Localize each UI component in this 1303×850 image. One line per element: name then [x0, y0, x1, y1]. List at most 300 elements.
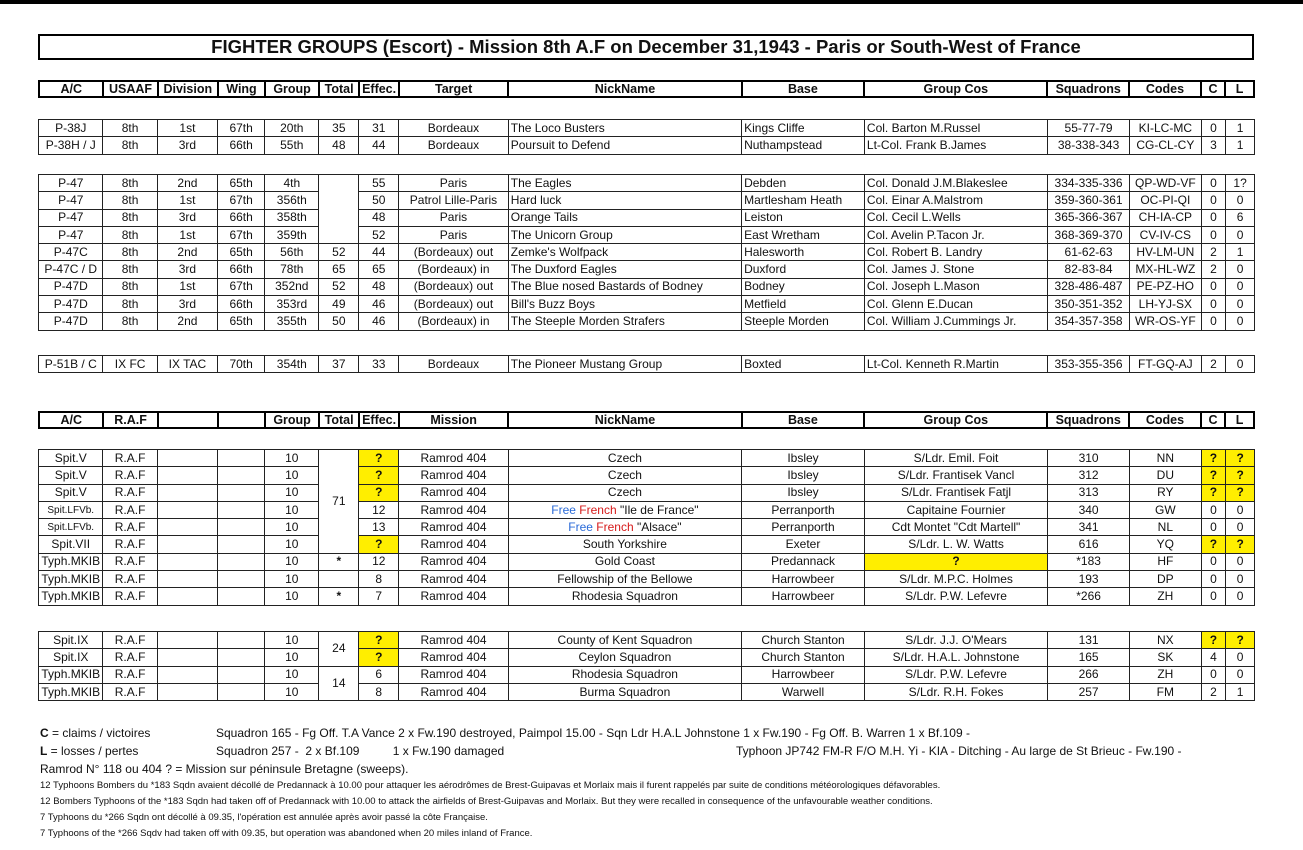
cell-effective: ?	[359, 649, 399, 666]
cell-group-co: Lt-Col. Kenneth R.Martin	[864, 356, 1047, 373]
cell-claims: 0	[1201, 553, 1226, 570]
cell-division	[157, 553, 217, 570]
cell-losses: 1	[1226, 244, 1255, 261]
cell-group: 20th	[265, 120, 319, 137]
table-row	[39, 244, 1255, 261]
cell-division: 2nd	[157, 175, 217, 192]
table-row	[39, 536, 1255, 553]
header-target: Mission	[399, 412, 508, 428]
cell-squadrons: 82-83-84	[1048, 261, 1130, 278]
cell-total: *	[319, 553, 359, 570]
cell-group: 10	[265, 450, 319, 467]
cell-aircraft: P-51B / C	[39, 356, 103, 373]
cell-group-co: Col. Robert B. Landry	[864, 244, 1047, 261]
cell-squadrons: 61-62-63	[1048, 244, 1130, 261]
cell-squadrons: 341	[1048, 519, 1130, 536]
cell-usaaf: 8th	[103, 175, 157, 192]
cell-base: Halesworth	[742, 244, 865, 261]
cell-aircraft: Spit.IX	[39, 632, 103, 649]
cell-group-co: S/Ldr. Frantisek Fatjl	[864, 484, 1047, 501]
cell-codes: NN	[1130, 450, 1202, 467]
header-squadrons: Squadrons	[1047, 412, 1129, 428]
cell-squadrons: 257	[1048, 683, 1130, 700]
cell-claims: 0	[1201, 588, 1226, 605]
header-wing: Wing	[218, 81, 265, 97]
cell-aircraft: Spit.V	[39, 484, 103, 501]
cell-group-co: S/Ldr. L. W. Watts	[864, 536, 1047, 553]
cell-losses: 6	[1226, 209, 1255, 226]
cell-division	[157, 571, 217, 588]
cell-base: Boxted	[742, 356, 865, 373]
cell-aircraft: P-47	[39, 226, 103, 243]
cell-claims: ?	[1201, 536, 1226, 553]
cell-total: *	[319, 588, 359, 605]
cell-group: 10	[265, 632, 319, 649]
header-claims: C	[1201, 81, 1226, 97]
cell-group-co: Col. Cecil L.Wells	[864, 209, 1047, 226]
header-claims: C	[1201, 412, 1226, 428]
cell-group-co: S/Ldr. M.P.C. Holmes	[864, 571, 1047, 588]
cell-usaaf: R.A.F	[103, 536, 157, 553]
cell-group-co: Col. Barton M.Russel	[864, 120, 1047, 137]
cell-division	[157, 519, 217, 536]
cell-codes: FM	[1130, 683, 1202, 700]
header-nickname: NickName	[508, 81, 741, 97]
cell-base: Predannack	[742, 553, 865, 570]
cell-target: Paris	[399, 209, 509, 226]
cell-squadrons: 368-369-370	[1048, 226, 1130, 243]
cell-group: 358th	[265, 209, 319, 226]
cell-base: Ibsley	[742, 484, 865, 501]
cell-group-co: Cdt Montet "Cdt Martell"	[864, 519, 1047, 536]
header-squadrons: Squadrons	[1047, 81, 1129, 97]
table-row	[39, 278, 1255, 295]
cell-claims: ?	[1201, 632, 1226, 649]
cell-group-co: ?	[864, 553, 1047, 570]
note-line-1	[40, 724, 1290, 742]
header-group-co: Group Cos	[864, 412, 1047, 428]
cell-target: Ramrod 404	[399, 519, 509, 536]
page-title: FIGHTER GROUPS (Escort) - Mission 8th A.F on December 31,1943 - Paris or South-West of France	[38, 34, 1254, 60]
cell-codes: RY	[1130, 484, 1202, 501]
cell-division	[157, 666, 217, 683]
cell-squadrons: 353-355-356	[1048, 356, 1130, 373]
note-line-2	[40, 742, 1290, 760]
cell-division	[157, 501, 217, 518]
header-aircraft: A/C	[39, 412, 103, 428]
cell-target: (Bordeaux) in	[399, 261, 509, 278]
free-label: Free	[551, 502, 576, 517]
cell-group-co: Col. Donald J.M.Blakeslee	[864, 175, 1047, 192]
cell-group: 4th	[265, 175, 319, 192]
cell-aircraft: Typh.MKIB	[39, 683, 103, 700]
header-losses: L	[1225, 81, 1254, 97]
header-codes: Codes	[1129, 81, 1201, 97]
cell-squadrons: 193	[1048, 571, 1130, 588]
cell-wing	[218, 536, 265, 553]
cell-effective: ?	[359, 632, 399, 649]
cell-usaaf: 8th	[103, 209, 157, 226]
cell-losses: ?	[1226, 450, 1255, 467]
cell-division	[157, 683, 217, 700]
cell-wing: 65th	[218, 175, 265, 192]
cell-codes: OC-PI-QI	[1130, 192, 1202, 209]
cell-base: Steeple Morden	[742, 313, 865, 330]
cell-codes: PE-PZ-HO	[1130, 278, 1202, 295]
header-aircraft: A/C	[39, 81, 103, 97]
cell-group: 10	[265, 467, 319, 484]
cell-losses: ?	[1226, 467, 1255, 484]
cell-losses: ?	[1226, 536, 1255, 553]
cell-squadrons: 365-366-367	[1048, 209, 1130, 226]
cell-base: Ibsley	[742, 467, 865, 484]
cell-group-co: S/Ldr. P.W. Lefevre	[864, 588, 1047, 605]
cell-codes: HF	[1130, 553, 1202, 570]
table-row	[39, 192, 1255, 209]
cell-usaaf: 8th	[103, 226, 157, 243]
raf-block-10-group	[38, 449, 1255, 606]
cell-effective: 13	[359, 519, 399, 536]
note-typhoon: Typhoon JP742 FM-R F/O M.H. Yi - KIA - Ditching - Au large de St Brieuc - Fw.190 -	[736, 744, 1182, 758]
cell-base: Harrowbeer	[742, 588, 865, 605]
cell-aircraft: Spit.LFVb.	[39, 501, 103, 518]
cell-group: 10	[265, 588, 319, 605]
cell-wing	[218, 683, 265, 700]
cell-aircraft: Spit.IX	[39, 649, 103, 666]
cell-division: 1st	[157, 192, 217, 209]
cell-target: Ramrod 404	[399, 571, 509, 588]
cell-target: Ramrod 404	[399, 467, 509, 484]
cell-base: East Wretham	[742, 226, 865, 243]
cell-nickname: South Yorkshire	[508, 536, 741, 553]
cell-target: Bordeaux	[399, 356, 509, 373]
header-total: Total	[319, 81, 359, 97]
cell-base: Perranporth	[742, 519, 865, 536]
cell-nickname: The Duxford Eagles	[508, 261, 741, 278]
cell-group-co: Col. Glenn E.Ducan	[864, 296, 1047, 313]
cell-division: 3rd	[157, 296, 217, 313]
cell-claims: 0	[1201, 501, 1226, 518]
header-wing	[218, 412, 265, 428]
cell-losses: 1	[1226, 683, 1255, 700]
cell-target: Ramrod 404	[399, 588, 509, 605]
cell-usaaf: IX FC	[103, 356, 157, 373]
free-label: Free	[568, 519, 593, 534]
squadron-name: "Alsace"	[637, 519, 682, 534]
cell-codes: LH-YJ-SX	[1130, 296, 1202, 313]
cell-usaaf: 8th	[103, 244, 157, 261]
cell-group: 10	[265, 666, 319, 683]
cell-losses: 0	[1226, 261, 1255, 278]
cell-claims: 0	[1201, 209, 1226, 226]
note-sqn257: Squadron 257 - 2 x Bf.109 1 x Fw.190 damaged	[216, 744, 505, 758]
cell-division: 2nd	[157, 244, 217, 261]
cell-aircraft: P-47C / D	[39, 261, 103, 278]
cell-squadrons: 328-486-487	[1048, 278, 1130, 295]
cell-claims: 0	[1201, 120, 1226, 137]
cell-wing	[218, 501, 265, 518]
cell-effective: 46	[359, 313, 399, 330]
cell-nickname: Ceylon Squadron	[508, 649, 741, 666]
table-row	[39, 120, 1255, 137]
cell-usaaf: R.A.F	[103, 450, 157, 467]
cell-losses: 0	[1226, 571, 1255, 588]
usaaf-block-p47	[38, 174, 1255, 331]
cell-group-co: Lt-Col. Frank B.James	[864, 137, 1047, 154]
cell-aircraft: P-47D	[39, 296, 103, 313]
cell-nickname: The Steeple Morden Strafers	[508, 313, 741, 330]
cell-group: 10	[265, 484, 319, 501]
cell-wing: 65th	[218, 313, 265, 330]
header-group: Group	[265, 81, 319, 97]
cell-losses: 0	[1226, 501, 1255, 518]
cell-losses: 0	[1226, 356, 1255, 373]
cell-nickname: Burma Squadron	[508, 683, 741, 700]
cell-total	[319, 175, 359, 244]
cell-division	[157, 588, 217, 605]
cell-usaaf: R.A.F	[103, 484, 157, 501]
cell-squadrons: 359-360-361	[1048, 192, 1130, 209]
cell-codes: MX-HL-WZ	[1130, 261, 1202, 278]
cell-group: 10	[265, 501, 319, 518]
header-usaaf: R.A.F	[103, 412, 157, 428]
cell-division: 3rd	[157, 137, 217, 154]
cell-codes: DU	[1130, 467, 1202, 484]
cell-nickname: Zemke's Wolfpack	[508, 244, 741, 261]
cell-base: Bodney	[742, 278, 865, 295]
cell-codes: KI-LC-MC	[1130, 120, 1202, 137]
cell-effective: 12	[359, 501, 399, 518]
cell-division: 3rd	[157, 261, 217, 278]
cell-codes: CH-IA-CP	[1130, 209, 1202, 226]
l-legend: = losses / pertes	[47, 744, 139, 758]
cell-claims: 4	[1201, 649, 1226, 666]
cell-losses: 0	[1226, 588, 1255, 605]
cell-codes: FT-GQ-AJ	[1130, 356, 1202, 373]
cell-claims: 3	[1201, 137, 1226, 154]
raf-header-row	[38, 411, 1255, 429]
l-key: L	[40, 744, 48, 758]
cell-codes: NX	[1130, 632, 1202, 649]
cell-base: Church Stanton	[742, 649, 865, 666]
cell-wing: 66th	[218, 296, 265, 313]
header-base: Base	[742, 81, 865, 97]
cell-group: 10	[265, 649, 319, 666]
cell-nickname: Czech	[508, 484, 741, 501]
cell-losses: 0	[1226, 553, 1255, 570]
cell-aircraft: P-38H / J	[39, 137, 103, 154]
cell-base: Harrowbeer	[742, 666, 865, 683]
cell-group-co: S/Ldr. H.A.L. Johnstone	[864, 649, 1047, 666]
table-row	[39, 296, 1255, 313]
cell-codes: ZH	[1130, 588, 1202, 605]
cell-base: Warwell	[742, 683, 865, 700]
cell-group-co: Capitaine Fournier	[864, 501, 1047, 518]
cell-total: 50	[319, 313, 359, 330]
cell-group-co: S/Ldr. J.J. O'Mears	[864, 632, 1047, 649]
cell-wing: 67th	[218, 120, 265, 137]
header-losses: L	[1225, 412, 1254, 428]
cell-division	[157, 450, 217, 467]
cell-group-co: S/Ldr. P.W. Lefevre	[864, 666, 1047, 683]
cell-group-co: Col. Joseph L.Mason	[864, 278, 1047, 295]
cell-claims: ?	[1201, 450, 1226, 467]
cell-division: IX TAC	[157, 356, 217, 373]
cell-target: (Bordeaux) out	[399, 278, 509, 295]
cell-group-co: Col. James J. Stone	[864, 261, 1047, 278]
cell-aircraft: P-47	[39, 192, 103, 209]
cell-claims: 0	[1201, 571, 1226, 588]
cell-usaaf: 8th	[103, 278, 157, 295]
cell-losses: 0	[1226, 226, 1255, 243]
cell-usaaf: R.A.F	[103, 519, 157, 536]
cell-effective: 44	[359, 137, 399, 154]
cell-nickname: The Eagles	[508, 175, 741, 192]
cell-base: Debden	[742, 175, 865, 192]
header-division	[158, 412, 218, 428]
cell-losses: 0	[1226, 192, 1255, 209]
cell-base: Duxford	[742, 261, 865, 278]
cell-usaaf: R.A.F	[103, 683, 157, 700]
cell-base: Ibsley	[742, 450, 865, 467]
cell-claims: 2	[1201, 683, 1226, 700]
header-nickname: NickName	[508, 412, 741, 428]
cell-base: Metfield	[742, 296, 865, 313]
cell-group: 10	[265, 536, 319, 553]
cell-group: 354th	[265, 356, 319, 373]
cell-aircraft: Spit.VII	[39, 536, 103, 553]
cell-wing	[218, 571, 265, 588]
cell-group-co: Col. William J.Cummings Jr.	[864, 313, 1047, 330]
cell-nickname: The Unicorn Group	[508, 226, 741, 243]
cell-losses: 0	[1226, 278, 1255, 295]
header-division: Division	[158, 81, 218, 97]
table-row	[39, 649, 1255, 666]
cell-group: 55th	[265, 137, 319, 154]
cell-division: 1st	[157, 120, 217, 137]
header-usaaf: USAAF	[103, 81, 157, 97]
cell-aircraft: Spit.LFVb.	[39, 519, 103, 536]
cell-codes: YQ	[1130, 536, 1202, 553]
squadron-name: "Ile de France"	[620, 502, 699, 517]
cell-group: 10	[265, 571, 319, 588]
cell-codes: NL	[1130, 519, 1202, 536]
cell-aircraft: Typh.MKIB	[39, 553, 103, 570]
cell-target: (Bordeaux) out	[399, 244, 509, 261]
cell-squadrons: 616	[1048, 536, 1130, 553]
cell-codes: CG-CL-CY	[1130, 137, 1202, 154]
cell-effective: 55	[359, 175, 399, 192]
cell-claims: 2	[1201, 356, 1226, 373]
cell-group: 353rd	[265, 296, 319, 313]
cell-base: Nuthampstead	[742, 137, 865, 154]
cell-effective: 50	[359, 192, 399, 209]
cell-target: Ramrod 404	[399, 553, 509, 570]
cell-wing	[218, 588, 265, 605]
cell-group-co: S/Ldr. Frantisek Vancl	[864, 467, 1047, 484]
cell-usaaf: 8th	[103, 120, 157, 137]
cell-claims: 0	[1201, 278, 1226, 295]
header-base: Base	[742, 412, 865, 428]
table-row	[39, 484, 1255, 501]
cell-effective: 48	[359, 209, 399, 226]
cell-effective: ?	[359, 467, 399, 484]
cell-wing	[218, 666, 265, 683]
cell-division: 1st	[157, 226, 217, 243]
cell-losses: 1	[1226, 137, 1255, 154]
cell-nickname: Gold Coast	[508, 553, 741, 570]
cell-claims: ?	[1201, 467, 1226, 484]
table-row	[39, 683, 1255, 700]
cell-codes: SK	[1130, 649, 1202, 666]
cell-group: 10	[265, 553, 319, 570]
c-legend: = claims / victoires	[48, 726, 151, 740]
cell-group: 56th	[265, 244, 319, 261]
cell-aircraft: Spit.V	[39, 450, 103, 467]
cell-group: 10	[265, 683, 319, 700]
cell-usaaf: 8th	[103, 313, 157, 330]
table-row	[39, 553, 1255, 570]
cell-group: 10	[265, 519, 319, 536]
cell-base: Kings Cliffe	[742, 120, 865, 137]
cell-wing	[218, 484, 265, 501]
cell-total: 48	[319, 137, 359, 154]
cell-nickname: The Pioneer Mustang Group	[508, 356, 741, 373]
cell-effective: 6	[359, 666, 399, 683]
header-effective: Effec.	[359, 412, 399, 428]
cell-aircraft: P-38J	[39, 120, 103, 137]
cell-wing: 65th	[218, 244, 265, 261]
cell-target: Ramrod 404	[399, 484, 509, 501]
table-row	[39, 313, 1255, 330]
cell-squadrons: 165	[1048, 649, 1130, 666]
cell-wing: 66th	[218, 137, 265, 154]
cell-group-co: Col. Einar A.Malstrom	[864, 192, 1047, 209]
cell-claims: 2	[1201, 261, 1226, 278]
top-border	[0, 0, 1303, 4]
cell-nickname	[508, 519, 741, 536]
cell-base: Perranporth	[742, 501, 865, 518]
cell-claims: 2	[1201, 244, 1226, 261]
cell-wing	[218, 519, 265, 536]
header-effective: Effec.	[359, 81, 399, 97]
table-row	[39, 501, 1255, 518]
cell-claims: 0	[1201, 192, 1226, 209]
table-row	[39, 226, 1255, 243]
table-row	[39, 632, 1255, 649]
cell-nickname: Rhodesia Squadron	[508, 666, 741, 683]
cell-nickname: Hard luck	[508, 192, 741, 209]
cell-target: Bordeaux	[399, 137, 509, 154]
cell-aircraft: P-47D	[39, 278, 103, 295]
raf-block-second	[38, 631, 1255, 701]
table-row	[39, 588, 1255, 605]
french-label: French	[596, 519, 634, 534]
cell-claims: 0	[1201, 666, 1226, 683]
cell-wing: 67th	[218, 226, 265, 243]
cell-claims: 0	[1201, 175, 1226, 192]
cell-squadrons: 354-357-358	[1048, 313, 1130, 330]
notes-section	[40, 724, 1290, 842]
cell-division	[157, 467, 217, 484]
note-sqn165: Squadron 165 - Fg Off. T.A Vance 2 x Fw.190 destroyed, Paimpol 15.00 - Sqn Ldr H.A.L Johnstone 1 x Fw.190 - Fg Off. B. Warren 1 x Bf.109 -	[216, 726, 970, 740]
cell-wing: 67th	[218, 278, 265, 295]
cell-losses: 0	[1226, 519, 1255, 536]
cell-usaaf: 8th	[103, 261, 157, 278]
cell-nickname: The Blue nosed Bastards of Bodney	[508, 278, 741, 295]
cell-codes: HV-LM-UN	[1130, 244, 1202, 261]
table-row	[39, 137, 1255, 154]
